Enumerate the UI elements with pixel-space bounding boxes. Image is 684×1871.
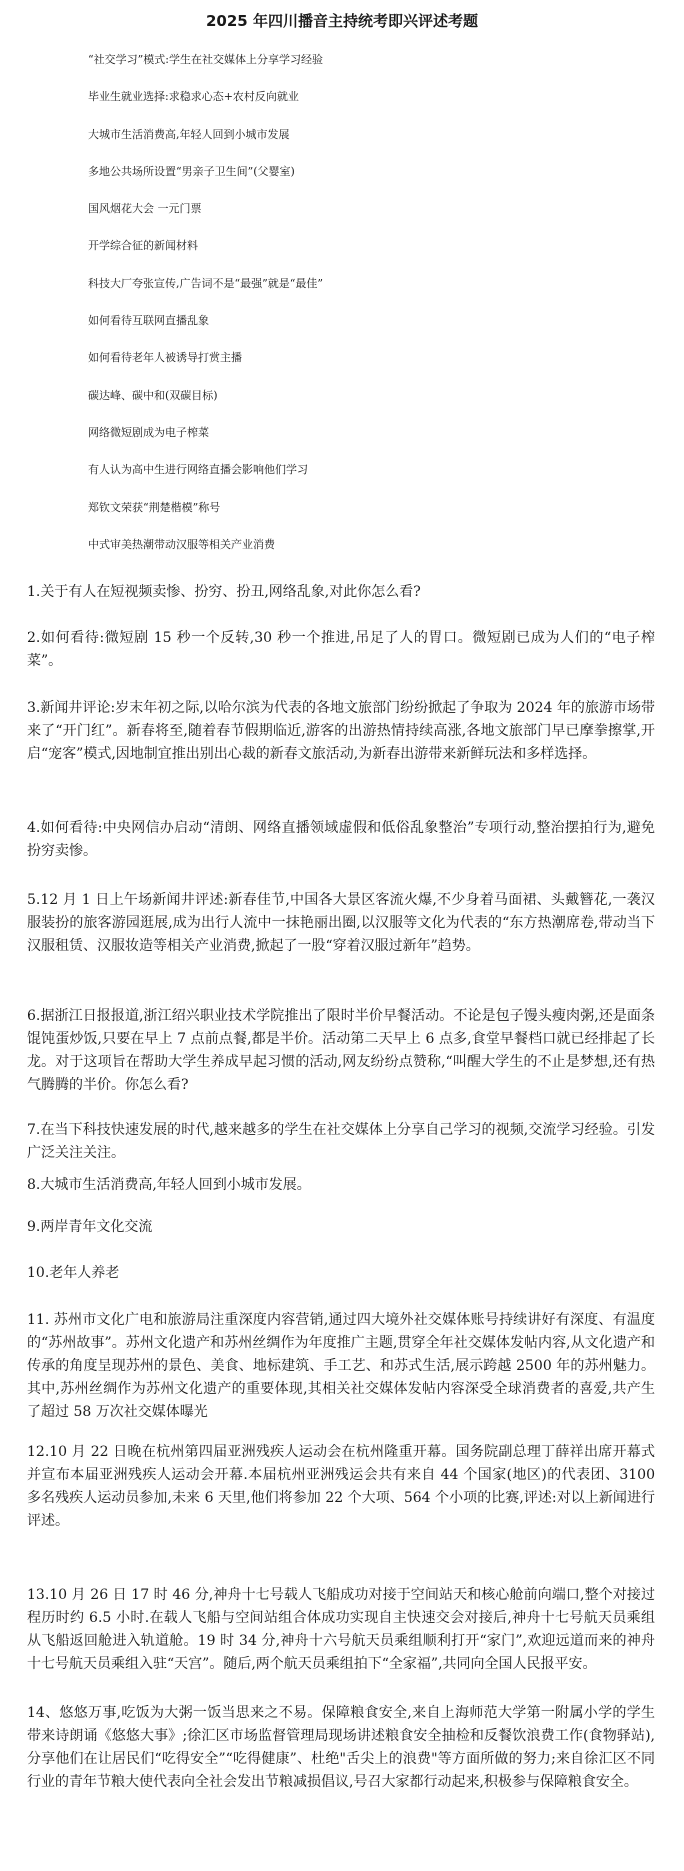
topic-item: 如何看待互联网直播乱象 [88,314,209,328]
question-8: 8.大城市生活消费高,年轻人回到小城市发展。 [27,1177,311,1193]
topic-item: 网络微短剧成为电子榨菜 [88,425,209,439]
question-3: 3.新闻井评论:岁末年初之际,以哈尔滨为代表的各地文旅部门纷纷掀起了争取为 2024 年的旅游市场带来了“开门红”。新春将至,随着春节假期临近,游客的出游热情持续高涨,各地文旅部门早已摩拳擦掌,开启“宠客”模式,因地制宜推出别出心裁的新春文旅活动,为新春出游带来新鲜玩法和多样选择。 [27,700,655,762]
question-9: 9.两岸青年文化交流 [27,1219,153,1235]
topic-item: 科技大厂夸张宣传,广告词不是“最强”就是“最佳” [88,276,323,290]
question-11: 11. 苏州市文化广电和旅游局注重深度内容营销,通过四大境外社交媒体账号持续讲好有深度、有温度的“苏州故事”。苏州文化遗产和苏州丝绸作为年度推广主题,贯穿全年社交媒体发帖内容,从文化遗产和传承的角度呈现苏州的景色、美食、地标建筑、手工艺、和苏式生活,展示跨越 2500 年的苏州魅力。其中,苏州丝绸作为苏州文化遗产的重要体现,其相关社交媒体发帖内容深受全球消费者的喜爱,共产生了超过 58 万次社交媒体曝光 [27,1312,655,1420]
question-12: 12.10 月 22 日晚在杭州第四届亚洲残疾人运动会在杭州隆重开幕。国务院副总理丁薛祥出席开幕式并宣布本届亚洲残疾人运动会开幕.本届杭州亚洲残运会共有来自 44 个国家(地区)的代表团、3100 多名残疾人运动员参加,未来 6 天里,他们将参加 22 个大项、564 个小项的比赛,评述:对以上新闻进行评述。 [27,1444,655,1529]
topic-list [88,53,648,575]
question-6: 6.据浙江日报报道,浙江绍兴职业技术学院推出了限时半价早餐活动。不论是包子馒头瘦肉粥,还是面条馄饨蛋炒饭,只要在早上 7 点前点餐,都是半价。活动第二天早上 6 点多,食堂早餐档口就已经排起了长龙。对于这项旨在帮助大学生养成早起习惯的活动,网友纷纷点赞称,“叫醒大学生的不止是梦想,还有热气腾腾的半价。你怎么看? [27,1008,655,1093]
question-4: 4.如何看待:中央网信办启动“清朗、网络直播领域虚假和低俗乱象整治”专项行动,整治摆拍行为,避免扮穷卖惨。 [27,820,655,859]
topic-item: 郑钦文荣获“荆楚楷模”称号 [88,500,221,514]
topic-item: 有人认为高中生进行网络直播会影响他们学习 [88,463,308,477]
topic-item: 多地公共场所设置“男亲子卫生间”(父婴室) [88,164,295,178]
question-14: 14、悠悠万事,吃饭为大粥一饭当思来之不易。保障粮食安全,来自上海师范大学第一附属小学的学生带来诗朗诵《悠悠大事》;徐汇区市场监督管理局现场讲述粮食安全抽检和反餐饮浪费工作(食物驿站),分享他们在让居民们“吃得安全”“吃得健康”、杜绝"舌尖上的浪费"等方面所做的努力;来自徐汇区不同行业的青年节粮大使代表向全社会发出节粮减损倡议,号召大家都行动起来,积极参与保障粮食安全。 [27,1705,655,1790]
topic-item: 碳达峰、碳中和(双碳目标) [88,388,218,402]
question-1: 1.关于有人在短视频卖惨、扮穷、扮丑,网络乱象,对此你怎么看? [27,584,421,600]
document-title: 2025 年四川播音主持统考即兴评述考题 [206,12,478,30]
question-13: 13.10 月 26 日 17 时 46 分,神舟十七号载人飞船成功对接于空间站天和核心舱前向端口,整个对接过程历时约 6.5 小时.在载人飞船与空间站组合体成功实现自主快速交会对接后,神舟十七号航天员乘组从飞船返回舱进入轨道舱。19 时 34 分,神舟十六号航天员乘组顺利打开“家门”,欢迎远道而来的神舟十七号航天员乘组入驻“天宫”。随后,两个航天员乘组拍下“全家福”,共同向全国人民报平安。 [27,1587,655,1672]
topic-item: 开学综合征的新闻材料 [88,239,198,253]
question-2: 2.如何看待:微短剧 15 秒一个反转,30 秒一个推进,吊足了人的胃口。微短剧已成为人们的“电子榨菜”。 [27,630,655,669]
topic-item: “社交学习”模式:学生在社交媒体上分享学习经验 [88,53,323,66]
topic-item: 如何看待老年人被诱导打赏主播 [88,351,242,365]
topic-item: 毕业生就业选择:求稳求心态+农村反向就业 [88,90,299,104]
question-5: 5.12 月 1 日上午场新闻井评述:新春佳节,中国各大景区客流火爆,不少身着马面裙、头戴簪花,一袭汉服装扮的旅客游园逛展,成为出行人流中一抹艳丽出圈,以汉服等文化为代表的“东方热潮席卷,带动当下汉服租赁、汉服妆造等相关产业消费,掀起了一股“穿着汉服过新年”趋势。 [27,892,655,954]
question-7: 7.在当下科技快速发展的时代,越来越多的学生在社交媒体上分享自己学习的视频,交流学习经验。引发广泛关注关注。 [27,1122,655,1161]
question-10: 10.老年人养老 [27,1265,120,1281]
topic-item: 中式审美热潮带动汉服等相关产业消费 [88,537,275,551]
topic-item: 大城市生活消费高,年轻人回到小城市发展 [88,127,290,141]
topic-item: 国风烟花大会 一元门票 [88,202,202,216]
